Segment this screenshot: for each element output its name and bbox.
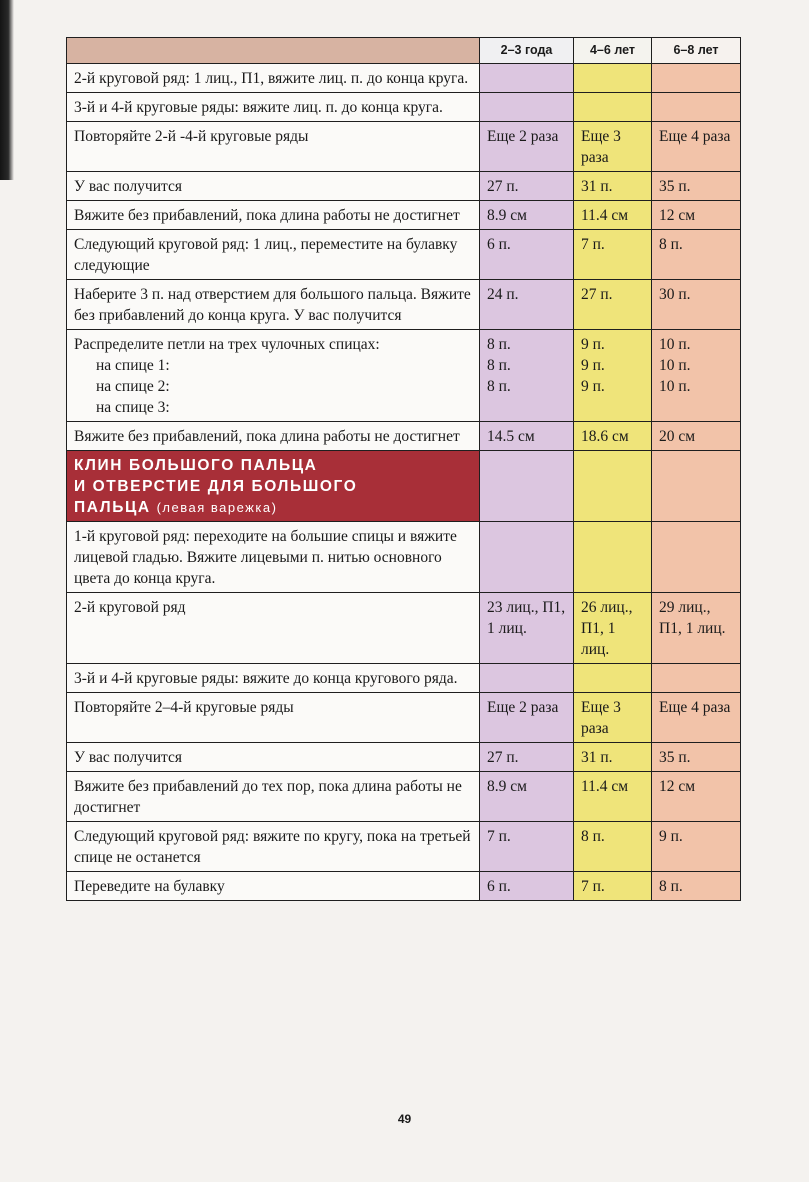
value-cell-medium — [574, 522, 652, 593]
instruction-cell: Повторяйте 2-й -4-й круговые ряды — [67, 122, 480, 172]
needle-label: на спице 1: — [96, 357, 170, 374]
instruction-cell: Вяжите без прибавлений до тех пор, пока длина работы не достигнет — [67, 772, 480, 822]
value-cell-small — [480, 522, 574, 593]
instruction-cell: 3-й и 4-й круговые ряды: вяжите до конца кругового ряда. — [67, 664, 480, 693]
instruction-cell: 1-й круговой ряд: переходите на большие спицы и вяжите лицевой гладью. Вяжите лицевыми п. нитью основного цвета до конца круга. — [67, 522, 480, 593]
value-cell-small: 8.9 см — [480, 201, 574, 230]
table-row — [67, 230, 741, 280]
value-cell-medium: 31 п. — [574, 743, 652, 772]
instruction-cell: Наберите 3 п. над отверстием для большого пальца. Вяжите без прибавлений до конца круга. У вас получится — [67, 280, 480, 330]
value-cell-medium: 31 п. — [574, 172, 652, 201]
table-row — [67, 872, 741, 901]
value-cell-small: 23 лиц., П1, 1 лиц. — [480, 593, 574, 664]
value-cell-small: 6 п. — [480, 230, 574, 280]
value-cell-small — [480, 664, 574, 693]
table-row — [67, 330, 741, 422]
section-title-line: ПАЛЬЦА — [74, 499, 151, 516]
value-cell-large — [652, 522, 741, 593]
value-cell-large — [652, 93, 741, 122]
value-cell-small: 24 п. — [480, 280, 574, 330]
value-cell-large — [652, 451, 741, 522]
value-cell-large: Еще 4 раза — [652, 122, 741, 172]
value-cell-large: 8 п. — [652, 872, 741, 901]
value-cell-medium: 18.6 см — [574, 422, 652, 451]
instruction-cell: 2-й круговой ряд — [67, 593, 480, 664]
value-cell-small: Еще 2 раза — [480, 693, 574, 743]
value-cell-small — [480, 451, 574, 522]
page-edge-shadow — [0, 0, 14, 180]
size-header-medium: 4–6 лет — [574, 38, 652, 64]
needle-value: 8 п. — [487, 336, 511, 353]
value-cell-large: 12 см — [652, 201, 741, 230]
value-cell-medium: 7 п. — [574, 872, 652, 901]
table-row — [67, 93, 741, 122]
section-header-row — [67, 451, 741, 522]
value-cell-medium: 11.4 см — [574, 201, 652, 230]
section-title-line: КЛИН БОЛЬШОГО ПАЛЬЦА — [74, 457, 318, 474]
value-cell-large: 12 см — [652, 772, 741, 822]
needle-label: на спице 2: — [96, 378, 170, 395]
table-row — [67, 172, 741, 201]
value-cell-small — [480, 64, 574, 93]
needle-value: 8 п. — [487, 357, 511, 374]
value-cell-medium: Еще 3 раза — [574, 693, 652, 743]
instruction-cell: Повторяйте 2–4-й круговые ряды — [67, 693, 480, 743]
size-header-large: 6–8 лет — [652, 38, 741, 64]
value-cell-medium — [574, 664, 652, 693]
value-cell-medium — [574, 64, 652, 93]
table-row — [67, 122, 741, 172]
value-cell-large: 35 п. — [652, 743, 741, 772]
table-row — [67, 664, 741, 693]
value-cell-large: 29 лиц., П1, 1 лиц. — [652, 593, 741, 664]
value-cell-medium: 26 лиц., П1, 1 лиц. — [574, 593, 652, 664]
value-cell-small: 27 п. — [480, 743, 574, 772]
value-cell-small: 14.5 см — [480, 422, 574, 451]
needle-value: 9 п. — [581, 378, 605, 395]
pattern-table — [66, 37, 741, 901]
value-cell-large: 9 п. — [652, 822, 741, 872]
size-header-small: 2–3 года — [480, 38, 574, 64]
value-cell-large — [652, 664, 741, 693]
value-cell-small — [480, 93, 574, 122]
value-cell-medium: 27 п. — [574, 280, 652, 330]
instruction-cell: Вяжите без прибавлений, пока длина работы не достигнет — [67, 201, 480, 230]
instruction-cell: Следующий круговой ряд: 1 лиц., переместите на булавку следующие — [67, 230, 480, 280]
value-cell-large — [652, 330, 741, 422]
needle-value: 10 п. — [659, 336, 691, 353]
value-cell-large: 8 п. — [652, 230, 741, 280]
value-cell-medium — [574, 93, 652, 122]
section-title-line: И ОТВЕРСТИЕ ДЛЯ БОЛЬШОГО — [74, 478, 358, 495]
section-heading — [67, 451, 480, 522]
value-cell-medium: Еще 3 раза — [574, 122, 652, 172]
instruction-cell — [67, 330, 480, 422]
table-row — [67, 772, 741, 822]
value-cell-large: 20 см — [652, 422, 741, 451]
section-subtitle: (левая варежка) — [156, 500, 278, 515]
instruction-cell: 3-й и 4-й круговые ряды: вяжите лиц. п. до конца круга. — [67, 93, 480, 122]
header-blank-cell — [67, 38, 480, 64]
table-row — [67, 743, 741, 772]
instruction-cell: У вас получится — [67, 743, 480, 772]
value-cell-medium: 7 п. — [574, 230, 652, 280]
instruction-cell: У вас получится — [67, 172, 480, 201]
value-cell-small: 8.9 см — [480, 772, 574, 822]
needle-label: на спице 3: — [96, 399, 170, 416]
instruction-cell: Следующий круговой ряд: вяжите по кругу, пока на третьей спице не останется — [67, 822, 480, 872]
page-number: 49 — [397, 1112, 412, 1126]
value-cell-small: 6 п. — [480, 872, 574, 901]
value-cell-large — [652, 64, 741, 93]
needle-value: 10 п. — [659, 357, 691, 374]
table-row — [67, 201, 741, 230]
table-row — [67, 593, 741, 664]
needle-value: 9 п. — [581, 336, 605, 353]
value-cell-small: 7 п. — [480, 822, 574, 872]
needle-value: 9 п. — [581, 357, 605, 374]
needle-value: 10 п. — [659, 378, 691, 395]
instruction-cell: Вяжите без прибавлений, пока длина работы не достигнет — [67, 422, 480, 451]
size-header-row — [67, 38, 741, 64]
table-row — [67, 422, 741, 451]
value-cell-medium — [574, 330, 652, 422]
value-cell-medium: 11.4 см — [574, 772, 652, 822]
value-cell-small: Еще 2 раза — [480, 122, 574, 172]
table-row — [67, 522, 741, 593]
value-cell-medium: 8 п. — [574, 822, 652, 872]
needle-value: 8 п. — [487, 378, 511, 395]
value-cell-medium — [574, 451, 652, 522]
value-cell-small — [480, 330, 574, 422]
table-row — [67, 280, 741, 330]
distribute-instruction: Распределите петли на трех чулочных спицах: — [74, 336, 380, 353]
value-cell-large: Еще 4 раза — [652, 693, 741, 743]
instruction-cell: 2-й круговой ряд: 1 лиц., П1, вяжите лиц. п. до конца круга. — [67, 64, 480, 93]
value-cell-small: 27 п. — [480, 172, 574, 201]
table-row — [67, 64, 741, 93]
table-row — [67, 693, 741, 743]
value-cell-large: 35 п. — [652, 172, 741, 201]
table-row — [67, 822, 741, 872]
value-cell-large: 30 п. — [652, 280, 741, 330]
instruction-cell: Переведите на булавку — [67, 872, 480, 901]
